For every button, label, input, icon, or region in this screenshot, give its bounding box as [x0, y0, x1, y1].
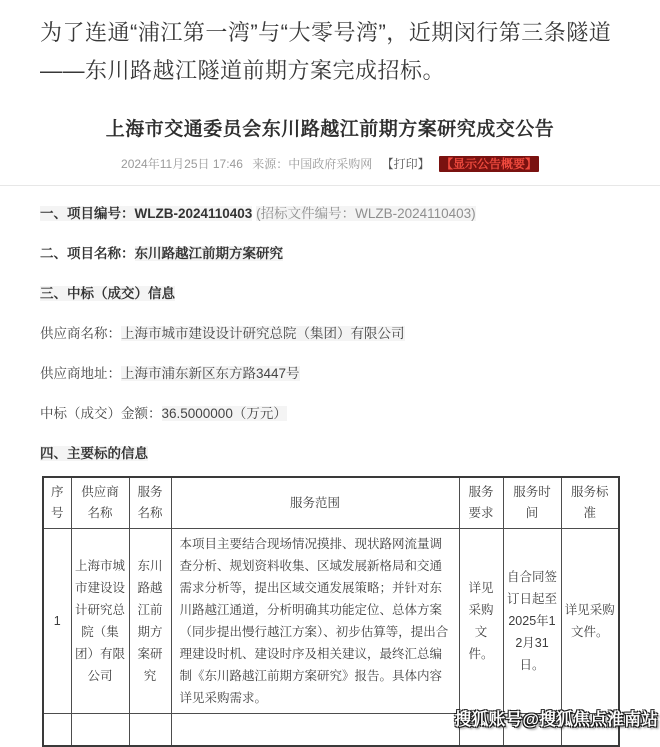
supplier-address-label: 供应商地址： — [40, 366, 121, 381]
col-header-supplier: 供应商名称 — [71, 477, 129, 529]
cell-service-scope: 本项目主要结合现场情况摸排、现状路网流量调查分析、规划资料收集、区域发展新格局和交通需求分析等，提出区域交通发展策略；并针对东川路越江通道，分析明确其功能定位、总体方案（同步提出慢行越江方案）、初步估算等，提出合理建设时机、建设时序及相关建议，最终汇总编制《东川路越江前期方案研究》报告。具体内容详见采购需求。 — [171, 529, 459, 714]
main-subject-heading-text: 四、主要标的信息 — [40, 446, 148, 461]
col-header-no: 序号 — [43, 477, 71, 529]
empty-cell — [43, 714, 71, 747]
source-text: 来源：中国政府采购网 — [252, 157, 373, 171]
meta-line — [0, 157, 660, 172]
cell-service-standard: 详见采购文件。 — [561, 529, 619, 714]
table-header-row — [43, 477, 619, 529]
award-info-heading — [40, 285, 620, 303]
cell-supplier: 上海市城市建设设计研究总院（集团）有限公司 — [71, 529, 129, 714]
show-summary-toggle[interactable]: 【显示公告概要】 — [440, 157, 537, 171]
main-subject-heading — [40, 445, 620, 463]
col-header-service-name: 服务名称 — [129, 477, 171, 529]
col-header-service-scope: 服务范围 — [171, 477, 459, 529]
project-name-value: 东川路越江前期方案研究 — [134, 246, 283, 261]
award-amount-line — [40, 405, 620, 423]
col-header-service-time: 服务时间 — [503, 477, 561, 529]
award-amount-label: 中标（成交）金额： — [40, 406, 162, 421]
empty-cell — [171, 714, 459, 747]
project-number-label: 一、项目编号： — [40, 206, 135, 221]
print-button[interactable]: 【打印】 — [381, 157, 430, 171]
supplier-address-value: 上海市浦东新区东方路3447号 — [121, 366, 300, 381]
project-name-line — [40, 245, 620, 263]
tender-doc-number: (招标文件编号：WLZB-2024110403) — [256, 206, 476, 221]
supplier-name-value: 上海市城市建设设计研究总院（集团）有限公司 — [121, 326, 405, 341]
supplier-name-line — [40, 325, 620, 343]
cell-no: 1 — [43, 529, 71, 714]
col-header-service-requirement: 服务要求 — [459, 477, 503, 529]
award-info-heading-text: 三、中标（成交）信息 — [40, 286, 175, 301]
cell-service-time: 自合同签订日起至2025年12月31日。 — [503, 529, 561, 714]
announcement-body — [0, 205, 660, 747]
intro-paragraph: 为了连通“浦江第一湾”与“大零号湾”，近期闵行第三条隧道——东川路越江隧道前期方案完成招标。 — [40, 20, 612, 83]
page-title: 上海市交通委员会东川路越江前期方案研究成交公告 — [105, 119, 555, 140]
col-header-service-standard: 服务标准 — [561, 477, 619, 529]
project-number-value: WLZB-2024110403 — [134, 206, 253, 221]
cell-service-name: 东川路越江前期方案研究 — [129, 529, 171, 714]
empty-cell — [129, 714, 171, 747]
supplier-address-line — [40, 365, 620, 383]
award-amount-value: 36.5000000（万元） — [161, 406, 287, 421]
watermark: 搜狐账号@搜狐焦点淮南站 — [454, 710, 658, 729]
project-name-label: 二、项目名称： — [40, 246, 135, 261]
divider — [0, 185, 660, 186]
table-row — [43, 529, 619, 714]
cell-service-requirement: 详见采购文件。 — [459, 529, 503, 714]
empty-cell — [71, 714, 129, 747]
project-number-line — [40, 205, 620, 223]
supplier-name-label: 供应商名称： — [40, 326, 121, 341]
publish-datetime: 2024年11月25日 17:46 — [121, 157, 243, 171]
